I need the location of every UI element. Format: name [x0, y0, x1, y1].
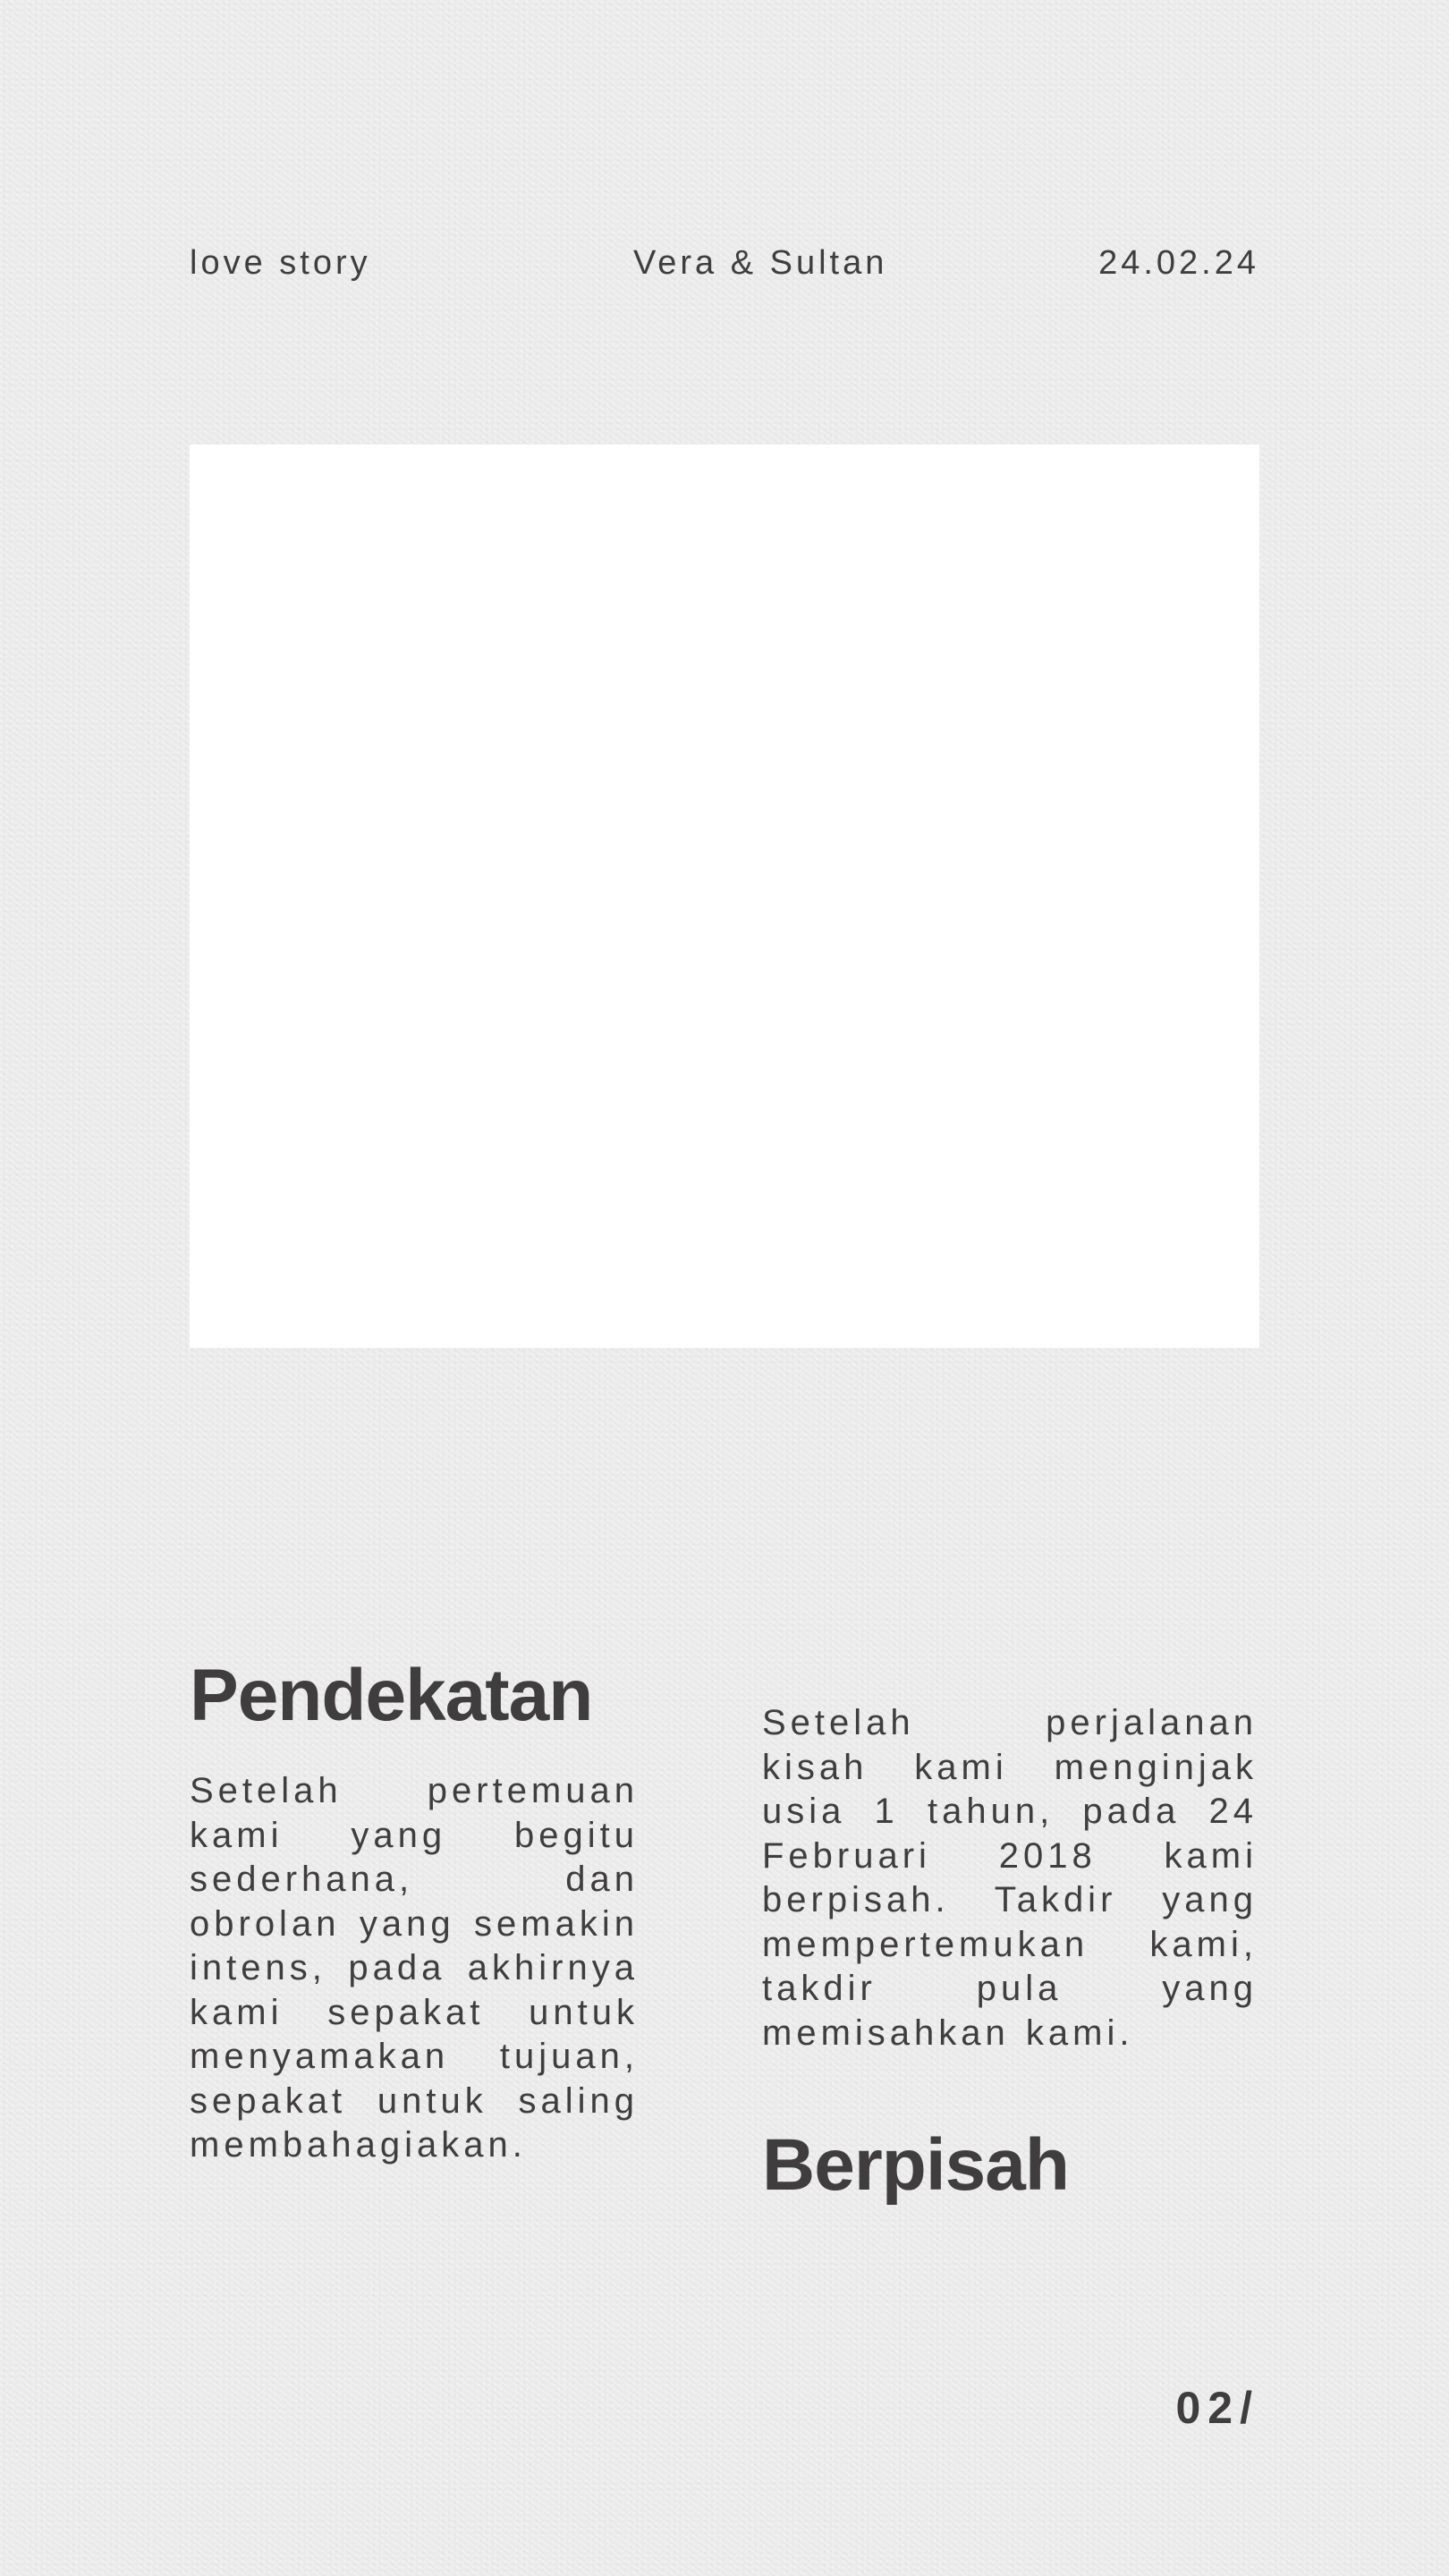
section-text-berpisah: Setelah perjalanan kisah kami menginjak usia 1 tahun, pada 24 Februari 2018 kami berpisah. Takdir yang mempertemukan kami, takdir pula yang memisahkan kami.: [762, 1703, 1258, 2053]
section-text-pendekatan: Setelah pertemuan kami yang begitu sederhana, dan obrolan yang semakin intens, pada akhirnya kami sepakat untuk menyamakan tujuan, sepakat untuk saling membahagiakan.: [190, 1771, 639, 2165]
page-number: 02/: [1175, 2383, 1259, 2433]
section-title-pendekatan: Pendekatan: [190, 1655, 593, 1737]
photo-placeholder: [190, 445, 1259, 1348]
header-date: 24.02.24: [1098, 244, 1259, 282]
couple-names: Vera & Sultan: [633, 244, 888, 282]
page-header: [190, 238, 1259, 288]
section-title-berpisah: Berpisah: [762, 2124, 1069, 2207]
header-label: love story: [190, 244, 371, 282]
